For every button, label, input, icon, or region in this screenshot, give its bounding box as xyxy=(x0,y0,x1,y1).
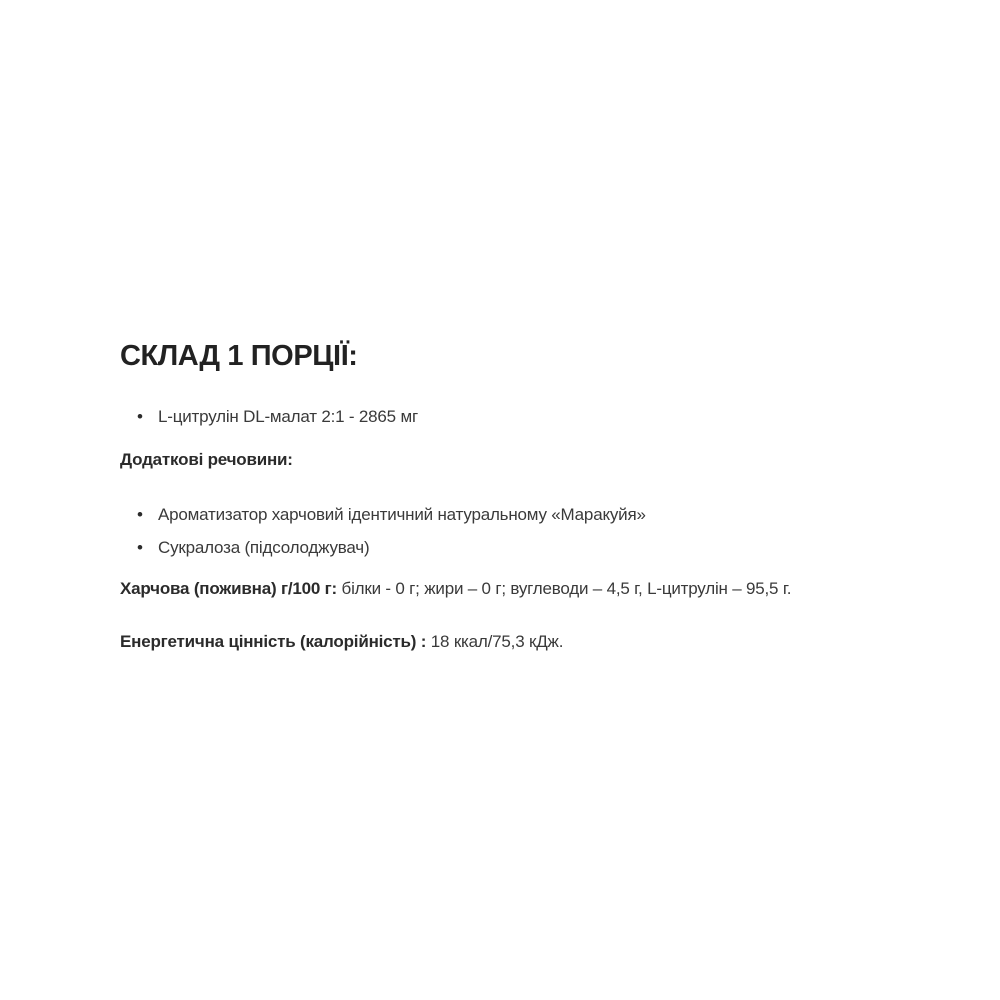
composition-title: СКЛАД 1 ПОРЦІЇ: xyxy=(120,340,358,372)
list-item xyxy=(120,504,920,526)
composition-section xyxy=(120,338,920,653)
bullet-icon: • xyxy=(137,538,143,557)
energy-line xyxy=(120,631,920,653)
additive-item-text: Ароматизатор харчовий ідентичний натуральному «Маракуйя» xyxy=(158,505,646,524)
energy-label: Енергетична цінність (калорійність) : xyxy=(120,632,427,651)
list-item xyxy=(120,537,920,559)
nutrition-line xyxy=(120,578,920,600)
additive-item-text: Сукралоза (підсолоджувач) xyxy=(158,538,370,557)
bullet-icon: • xyxy=(137,505,143,524)
list-item xyxy=(120,406,920,428)
serving-list xyxy=(120,406,920,428)
additives-heading: Додаткові речовини: xyxy=(120,450,293,469)
additives-list xyxy=(120,504,920,559)
nutrition-value: білки - 0 г; жири – 0 г; вуглеводи – 4,5 г, L-цитрулін – 95,5 г. xyxy=(341,579,792,598)
energy-value: 18 ккал/75,3 кДж. xyxy=(430,632,564,651)
bullet-icon: • xyxy=(137,407,143,426)
serving-item-text: L-цитрулін DL-малат 2:1 - 2865 мг xyxy=(158,407,418,426)
nutrition-label: Харчова (поживна) г/100 г: xyxy=(120,579,337,598)
